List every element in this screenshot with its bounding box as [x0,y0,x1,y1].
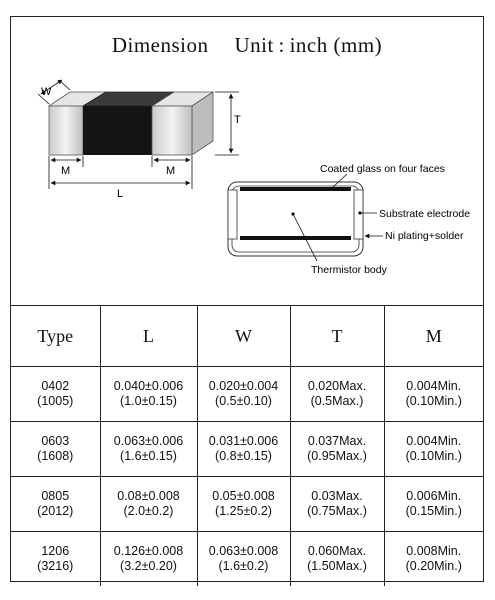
label-m-left: M [61,165,71,177]
header-m: M [384,306,483,367]
header-t: T [290,306,384,367]
chip-cap-left-front [49,106,83,155]
cell-l [100,532,197,587]
cell-line: 0.006Min. [406,489,462,503]
cell-line: 0805 [41,489,70,503]
cell-t [290,532,384,587]
cell-line: 0.060Max. [307,544,367,558]
cell-w [197,422,290,477]
cell-type [11,532,100,587]
cell-m [384,532,483,587]
cell-line: 0.020±0.004 [208,379,279,393]
cell-line: (1.6±0.15) [120,449,177,463]
cell-m [384,422,483,477]
cell-type [11,477,100,532]
cell-line: (0.10Min.) [405,449,462,463]
cell-line: 0.037Max. [307,434,367,448]
end-cap-right [354,190,363,239]
electrode-bottom [240,236,351,240]
component-diagram [11,17,483,305]
cell-line: (0.5Max.) [310,394,364,408]
electrode-top [240,187,351,191]
table-row [11,367,483,422]
table-header-row [11,306,483,367]
label-thermistor: Thermistor body [311,264,387,276]
cell-line: 0.031±0.006 [208,434,279,448]
label-l: L [117,188,124,200]
header-l: L [100,306,197,367]
cell-type [11,422,100,477]
end-cap-left [228,190,237,239]
title-unit: Unit : inch (mm) [234,33,383,57]
cell-line: (1.6±0.2) [218,559,269,573]
label-ni-plating: Ni plating+solder [385,230,464,242]
cell-line: 0.040±0.006 [113,379,184,393]
cell-line: 0.08±0.008 [117,489,180,503]
cell-line: (1.25±0.2) [215,504,272,518]
cell-l [100,367,197,422]
cell-line: (3216) [37,559,74,573]
cell-line: (1005) [37,394,74,408]
cell-line: 0603 [41,434,70,448]
cell-line: 1206 [41,544,70,558]
cell-t [290,477,384,532]
cell-line: (0.10Min.) [405,394,462,408]
cell-line: (1608) [37,449,74,463]
cell-line: (0.8±0.15) [215,449,272,463]
dimension-sheet [10,16,484,582]
label-m-right: M [166,165,176,177]
cell-line: 0402 [41,379,70,393]
cell-line: (0.5±0.10) [215,394,272,408]
cell-t [290,422,384,477]
cell-t [290,367,384,422]
table-row [11,422,483,477]
callouts [291,163,470,276]
header-type: Type [11,306,100,367]
cell-w [197,477,290,532]
cell-line: 0.004Min. [406,434,462,448]
cell-line: (1.0±0.15) [120,394,177,408]
label-t: T [234,114,241,126]
cell-m [384,367,483,422]
table-row [11,532,483,587]
cell-line: 0.063±0.006 [113,434,184,448]
label-substrate: Substrate electrode [379,208,471,220]
chip-3d [49,92,213,155]
cell-line: 0.03Max. [311,489,363,503]
cell-line: (0.15Min.) [405,504,462,518]
dimension-table [11,305,483,586]
cell-m [384,477,483,532]
cell-w [197,367,290,422]
chip-cap-right-front [152,106,192,155]
chip-body-front [83,106,152,155]
cell-line: (0.20Min.) [405,559,462,573]
cell-line: (1.50Max.) [307,559,367,573]
cell-line: 0.126±0.008 [113,544,184,558]
cell-line: 0.05±0.008 [212,489,275,503]
cell-type [11,367,100,422]
cell-line: 0.008Min. [406,544,462,558]
cell-line: (2012) [37,504,74,518]
cell-line: (3.2±0.20) [120,559,177,573]
cell-line: (2.0±0.2) [123,504,174,518]
dim-m-l [49,156,192,200]
cell-line: 0.063±0.008 [208,544,279,558]
cell-line: (0.95Max.) [307,449,367,463]
dim-w-ext-2 [59,80,70,90]
cell-l [100,422,197,477]
dim-t [215,92,241,155]
label-coated-glass: Coated glass on four faces [320,163,445,175]
cell-line: 0.020Max. [307,379,367,393]
cell-w [197,532,290,587]
table-row [11,477,483,532]
header-w: W [197,306,290,367]
cell-l [100,477,197,532]
title-label: Dimension [111,33,209,57]
cell-line: 0.004Min. [406,379,462,393]
cell-line: (0.75Max.) [307,504,367,518]
label-w: W [41,86,52,98]
